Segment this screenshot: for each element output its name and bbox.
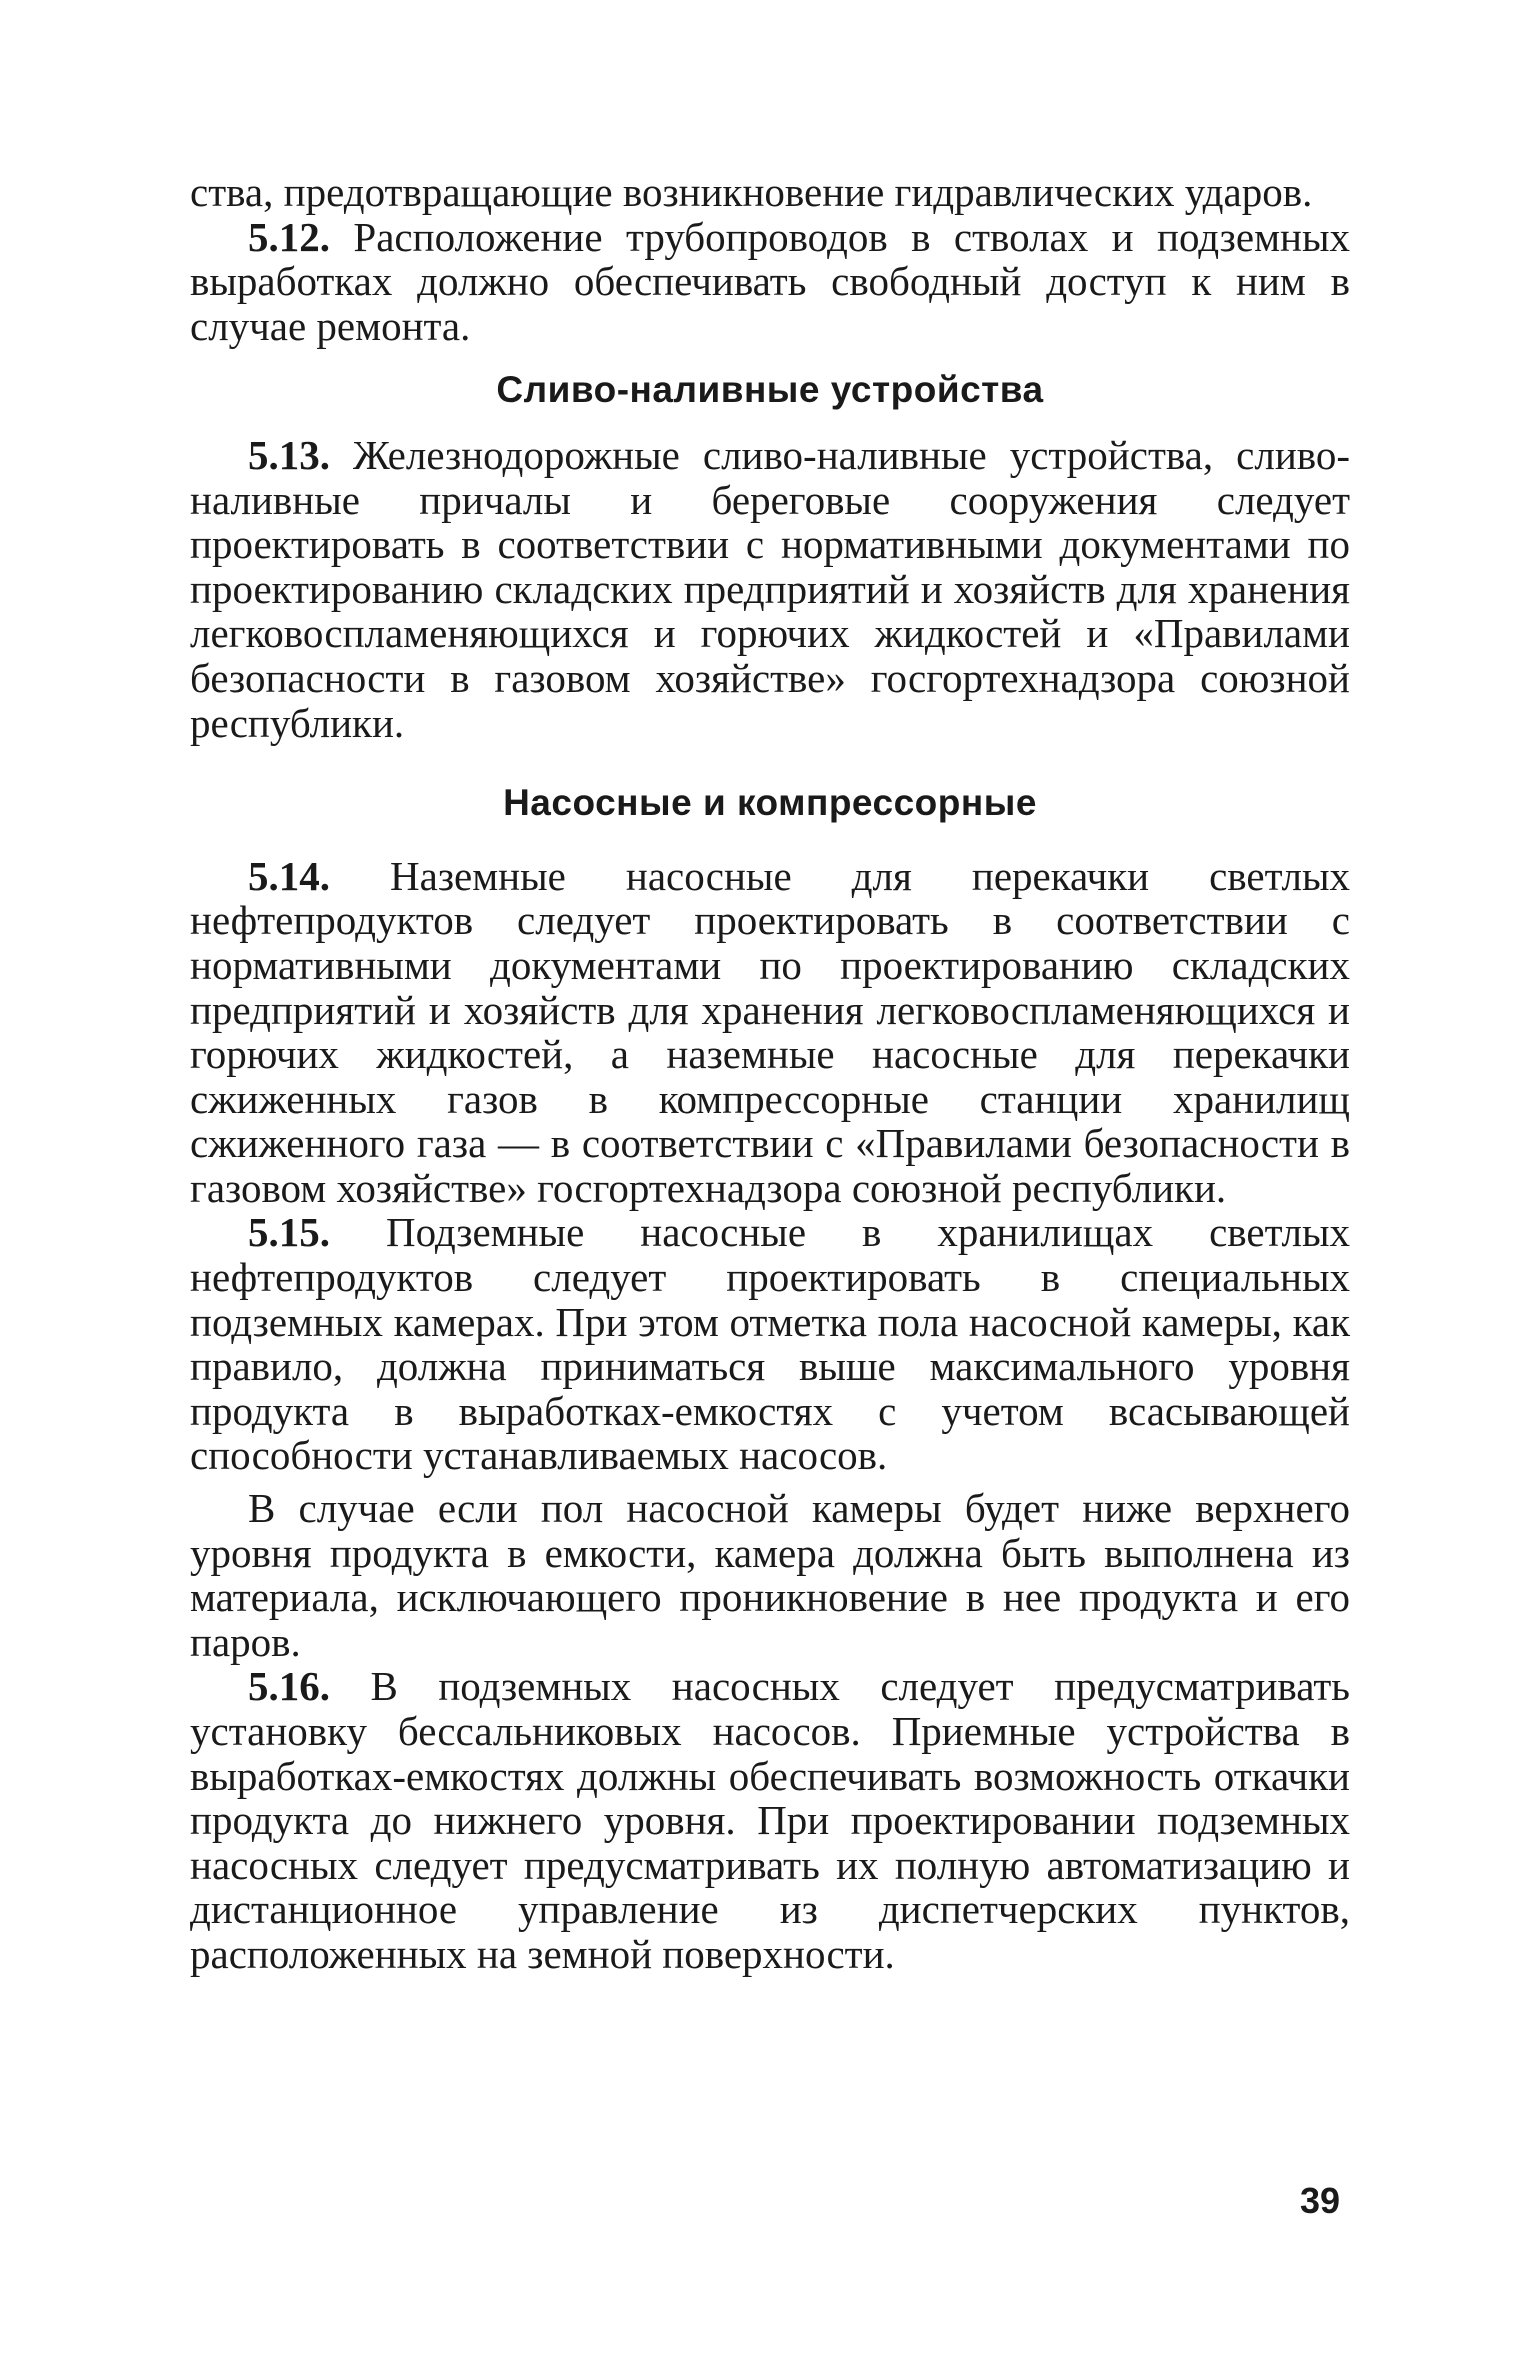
clause-5-14 — [190, 854, 1350, 1211]
clause-number: 5.13. — [248, 431, 330, 478]
page-number: 39 — [1300, 2180, 1341, 2221]
clause-text: Подземные насосные в хранилищах светлых нефтепродуктов следует проектировать в специальных подземных камерах. При этом отметка пола насосной камеры, как правило, должна приниматься выше максимального уровня продукта в выработках-емкостях с учетом всасывающей способности устанавливаемых насосов. — [190, 1209, 1350, 1479]
clause-5-15 — [190, 1210, 1350, 1478]
section-heading-pumps-compressors: Насосные и компрессорные — [503, 782, 1037, 824]
clause-number: 5.16. — [248, 1663, 330, 1710]
clause-text: Железнодорожные сливо-наливные устройства, сливо-наливные причалы и береговые сооружения следует проектировать в соответствии с нормативными документами по проектированию складских предприятий и хозяйств для хранения легковоспламеняющихся и горючих жидкостей и «Правилами безопасности в газовом хозяйстве» госгортехнадзора союзной республики. — [190, 431, 1350, 746]
document-page — [190, 170, 1350, 1977]
clause-5-16 — [190, 1664, 1350, 1976]
clause-number: 5.15. — [248, 1209, 330, 1256]
clause-5-13 — [190, 433, 1350, 745]
clause-5-15-continuation: В случае если пол насосной камеры будет ниже верхнего уровня продукта в емкости, камера должна быть выполнена из материала, исключающего проникновение в нее продукта и его паров. — [190, 1485, 1350, 1665]
clause-number: 5.14. — [248, 852, 330, 899]
clause-5-12 — [190, 215, 1350, 349]
section-heading-drain-fill: Сливо-наливные устройства — [496, 369, 1044, 411]
clause-text: Наземные насосные для перекачки светлых нефтепродуктов следует проектировать в соответствии с нормативными документами по проектированию складских предприятий и хозяйств для хранения легковоспламеняющихся и горючих жидкостей, а наземные насосные для перекачки сжиженных газов в компрессорные станции хранилищ сжиженного газа — в соответствии с «Правилами безопасности в газовом хозяйстве» госгортехнадзора союзной республики. — [190, 852, 1350, 1211]
clause-text: В подземных насосных следует предусматривать установку бессальниковых насосов. Приемные устройства в выработках-емкостях должны обеспечивать возможность откачки продукта до нижнего уровня. При проектировании подземных насосных следует предусматривать их полную автоматизацию и дистанционное управление из диспетчерских пунктов, расположенных на земной поверхности. — [190, 1663, 1350, 1977]
continuation-paragraph: ства, предотвращающие возникновение гидравлических ударов. — [190, 169, 1313, 215]
clause-text: Расположение трубопроводов в стволах и подземных выработках должно обеспечивать свободный доступ к ним в случае ремонта. — [190, 213, 1350, 349]
clause-number: 5.12. — [248, 213, 330, 260]
